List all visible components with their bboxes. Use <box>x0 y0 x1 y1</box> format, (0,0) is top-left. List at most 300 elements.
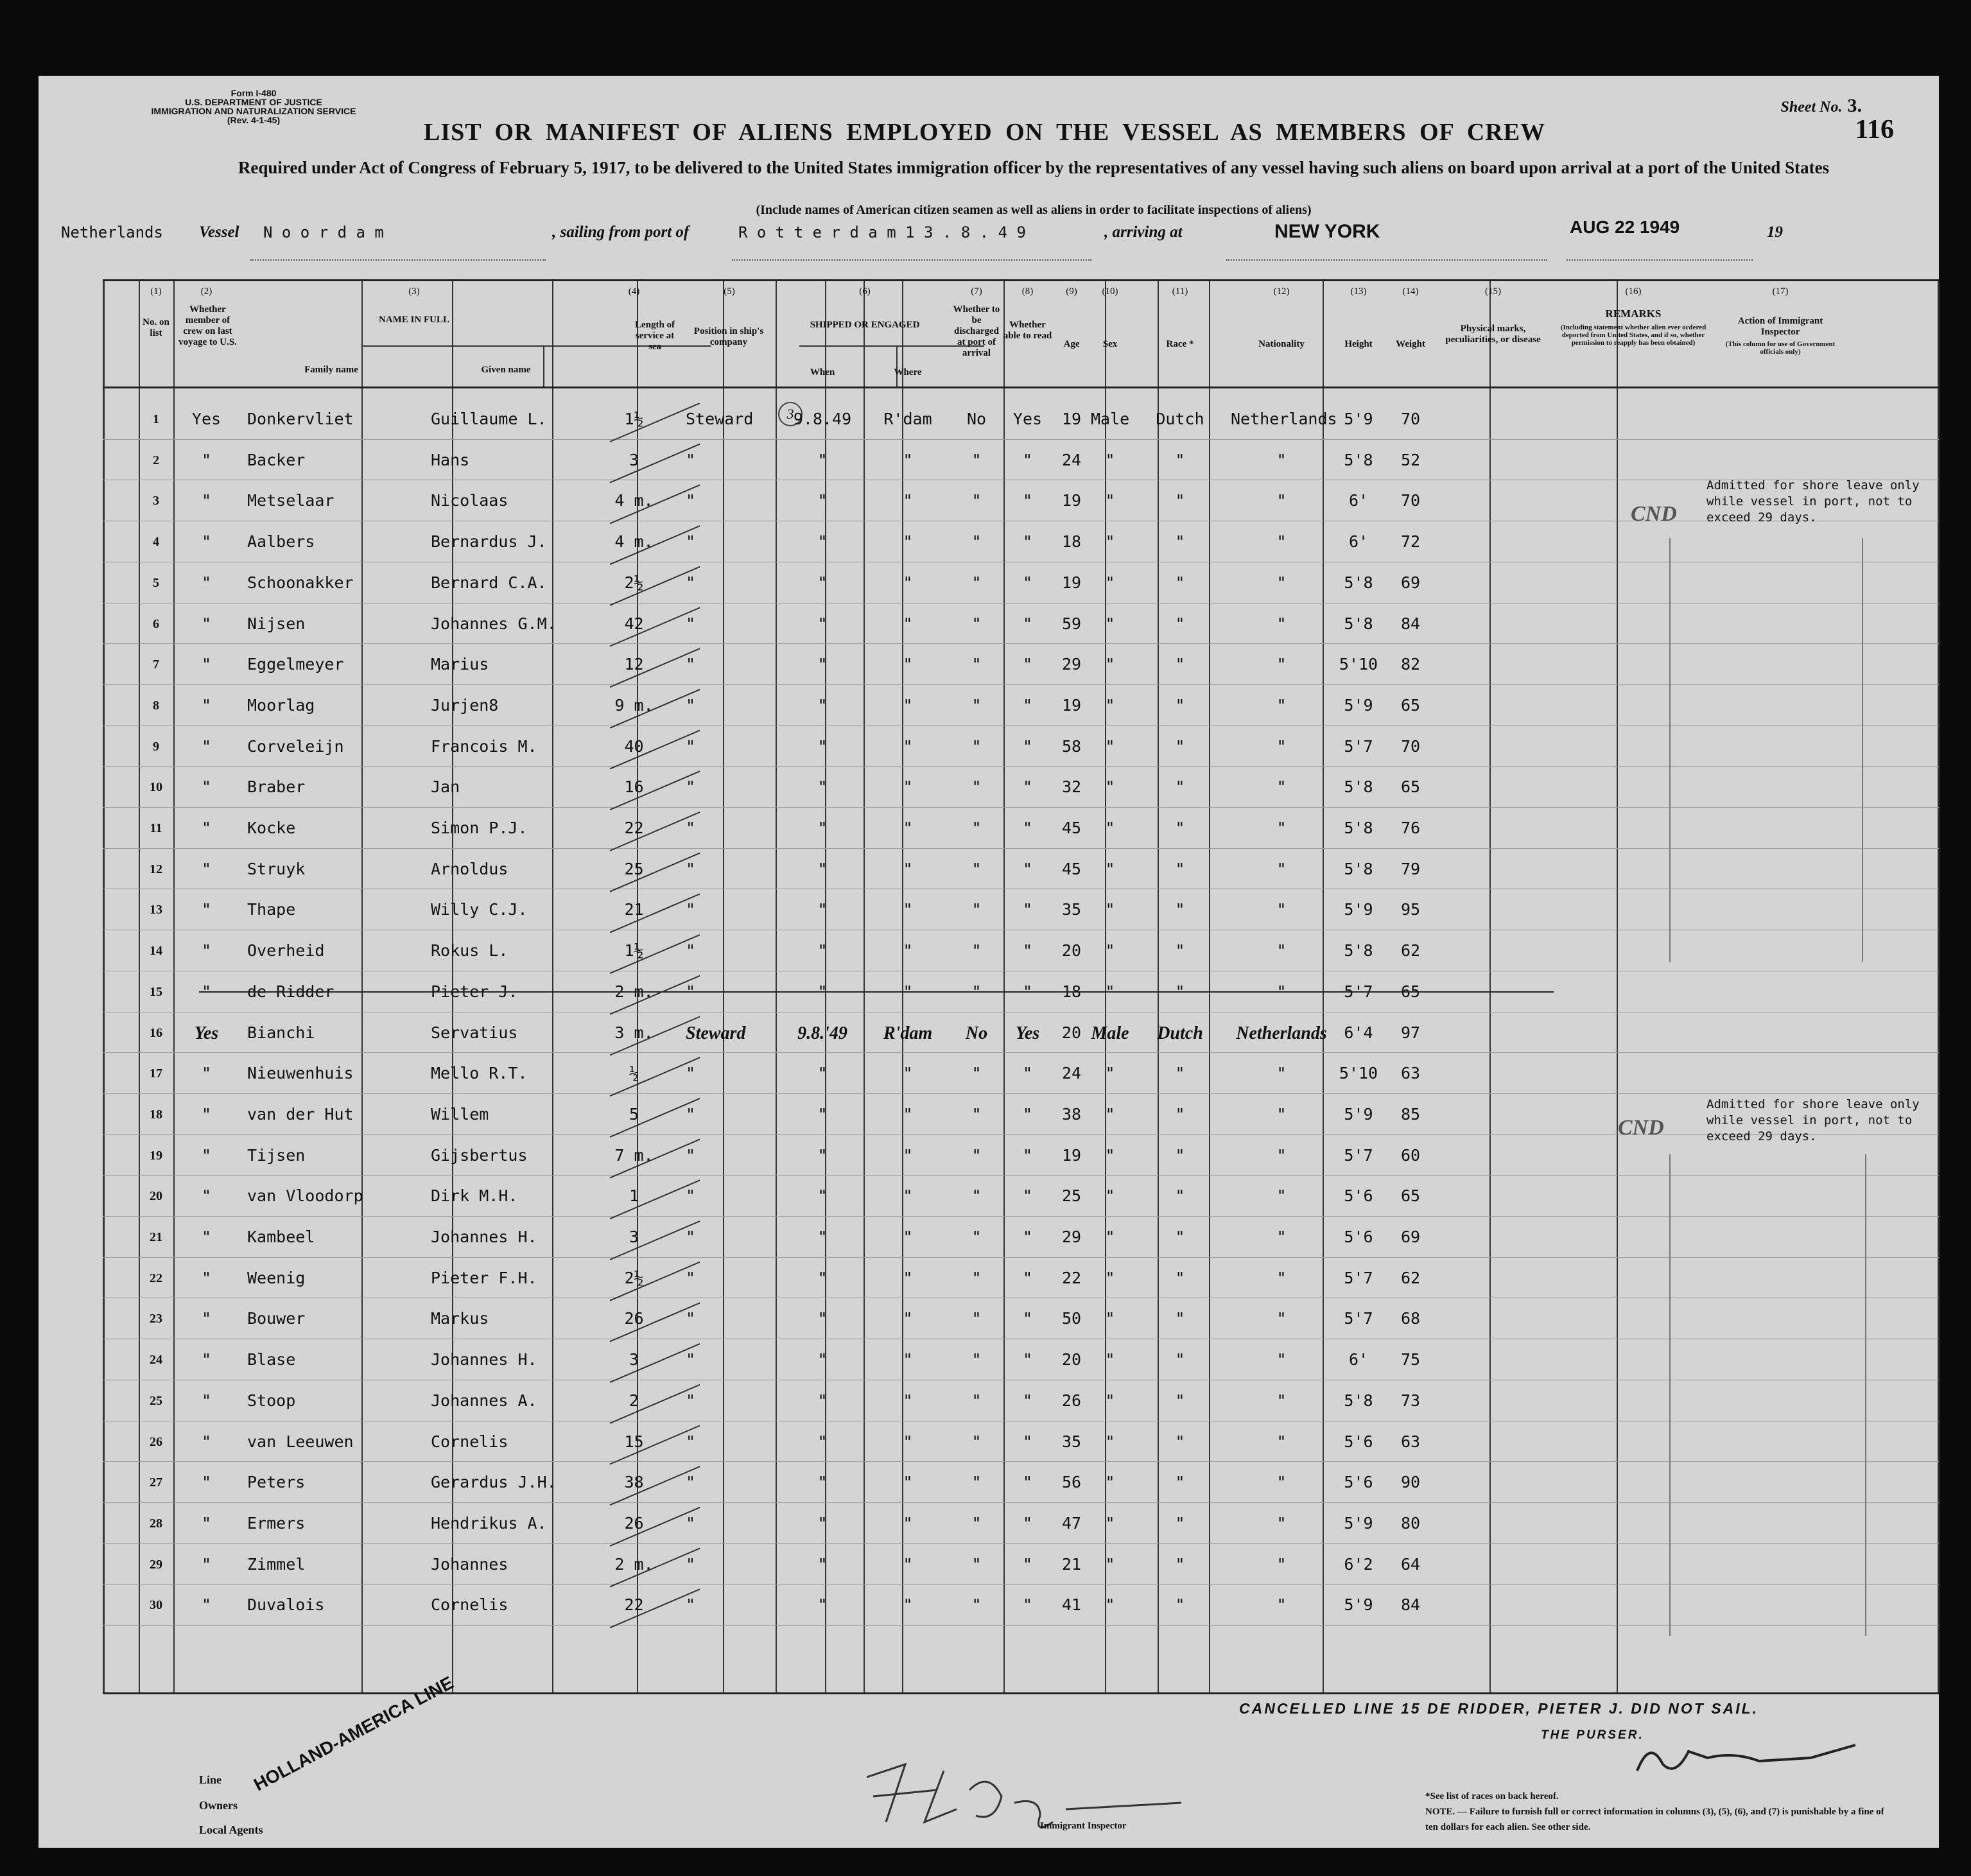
family-name: Duvalois <box>247 1595 325 1615</box>
weight: 65 <box>1400 982 1421 1001</box>
page-number: 116 <box>1855 115 1894 144</box>
column-header-where: Where <box>894 367 922 378</box>
shipped-when: " <box>817 1228 828 1246</box>
prev-voyage: " <box>201 1064 212 1083</box>
discharged: " <box>971 982 982 1001</box>
age: 35 <box>1061 1432 1082 1451</box>
position: " <box>686 819 696 837</box>
able-to-read: " <box>1022 491 1033 510</box>
prev-voyage: " <box>201 1145 212 1165</box>
height: 5'7 <box>1344 1268 1373 1287</box>
remark-stamp-top: Admitted for shore leave only while vessel in port, not to exceed 29 days. <box>1706 478 1920 525</box>
service-length: 5 <box>629 1104 639 1124</box>
vessel-name: N o o r d a m <box>263 223 384 241</box>
age: 50 <box>1061 1309 1082 1328</box>
table-row <box>103 1382 1939 1422</box>
position: " <box>686 1595 696 1615</box>
prev-voyage: " <box>201 859 212 878</box>
discharged: " <box>971 450 982 469</box>
height: 5'6 <box>1344 1228 1373 1246</box>
position: " <box>686 1513 696 1533</box>
prev-voyage: " <box>201 1513 212 1533</box>
column-number: (6) <box>859 286 871 297</box>
form-revision: (Rev. 4-1-45) <box>227 115 281 125</box>
race: " <box>1175 1104 1185 1124</box>
race: " <box>1175 941 1185 960</box>
shipped-when: " <box>817 655 828 674</box>
prev-voyage: " <box>201 1554 212 1574</box>
discharged: " <box>971 1595 982 1615</box>
row-number: 10 <box>150 780 162 795</box>
check-mark <box>610 1507 700 1546</box>
shipped-when: " <box>817 736 828 756</box>
column-number: (8) <box>1021 286 1034 297</box>
table-row <box>103 1055 1939 1095</box>
table-row <box>103 1137 1939 1177</box>
check-mark <box>610 894 700 932</box>
position: " <box>686 695 696 715</box>
race: " <box>1175 655 1185 674</box>
age: 18 <box>1061 982 1082 1001</box>
family-name: Kambeel <box>247 1228 315 1246</box>
weight: 62 <box>1400 1268 1421 1287</box>
nationality: " <box>1276 1432 1287 1451</box>
service-length: 42 <box>624 614 644 633</box>
shipped-when: " <box>817 1513 828 1533</box>
row-number: 30 <box>150 1598 162 1613</box>
weight: 70 <box>1400 491 1421 510</box>
position: " <box>686 1064 696 1083</box>
race: " <box>1175 982 1185 1001</box>
race: " <box>1175 532 1185 552</box>
age: 45 <box>1061 819 1082 837</box>
inspector-label: Immigrant Inspector <box>1040 1821 1127 1831</box>
height: 5'7 <box>1344 982 1373 1001</box>
given-name: Jurjen8 <box>431 695 499 715</box>
shipped-when: " <box>817 1064 828 1083</box>
able-to-read: " <box>1022 1186 1033 1206</box>
weight: 90 <box>1400 1473 1421 1492</box>
discharged: " <box>971 1064 982 1083</box>
nationality: " <box>1276 1064 1287 1083</box>
check-mark <box>610 1057 700 1096</box>
arrival-port: NEW YORK <box>1274 221 1380 242</box>
position: " <box>686 777 696 797</box>
table-row <box>103 1464 1939 1504</box>
family-name: Weenig <box>247 1268 306 1287</box>
position: " <box>686 900 696 919</box>
table-row <box>103 401 1939 440</box>
column-number: (3) <box>408 286 420 297</box>
nationality: " <box>1276 941 1287 960</box>
sex: " <box>1105 736 1115 756</box>
check-mark <box>610 1466 700 1505</box>
position: " <box>686 655 696 674</box>
row-number: 19 <box>150 1148 162 1163</box>
age: 29 <box>1061 1228 1082 1246</box>
family-name: Backer <box>247 450 306 469</box>
check-mark <box>610 567 700 605</box>
sheet-value: 3. <box>1847 95 1862 116</box>
table-row <box>103 1341 1939 1381</box>
able-to-read: " <box>1022 777 1033 797</box>
table-row <box>103 891 1939 931</box>
weight: 84 <box>1400 614 1421 633</box>
check-mark <box>610 485 700 523</box>
shipped-where: " <box>903 736 913 756</box>
service-length: 1½ <box>624 410 644 428</box>
row-number: 28 <box>150 1516 162 1531</box>
given-name: Simon P.J. <box>431 819 528 837</box>
circled-mark: 3 <box>778 402 803 426</box>
shipped-where: R'dam <box>883 1023 933 1043</box>
column-header-physical-marks: Physical marks, peculiarities, or disease <box>1445 324 1541 345</box>
discharged: " <box>971 695 982 715</box>
inspector-signature <box>847 1751 1207 1841</box>
shipped-where: R'dam <box>883 410 932 428</box>
weight: 85 <box>1400 1104 1421 1124</box>
discharged: " <box>971 1228 982 1246</box>
nationality: " <box>1276 450 1287 469</box>
service-length: 2 m. <box>614 982 654 1001</box>
given-name: Arnoldus <box>431 859 508 878</box>
prev-voyage: " <box>201 819 212 837</box>
table-row <box>103 973 1939 1013</box>
given-name: Cornelis <box>431 1432 508 1451</box>
column-header-family-name: Family name <box>304 365 358 375</box>
height: 5'9 <box>1344 900 1373 919</box>
given-name: Johannes G.M. <box>431 614 557 633</box>
family-name: Bianchi <box>247 1023 315 1042</box>
height: 6'4 <box>1344 1023 1373 1042</box>
prev-voyage: Yes <box>194 1023 219 1043</box>
column-header-name: NAME IN FULL <box>378 315 449 325</box>
column-number: (15) <box>1485 286 1501 297</box>
row-number: 22 <box>150 1271 162 1285</box>
given-name: Nicolaas <box>431 491 508 510</box>
column-header-height: Height <box>1344 339 1373 349</box>
height: 5'9 <box>1344 1104 1373 1124</box>
check-mark <box>610 1180 700 1219</box>
prev-voyage: " <box>201 777 212 797</box>
row-number: 6 <box>153 616 159 631</box>
shipped-when: " <box>817 491 828 510</box>
given-name: Johannes A. <box>431 1391 537 1410</box>
prev-voyage: " <box>201 1268 212 1287</box>
check-mark <box>610 608 700 647</box>
sheet-number <box>1781 95 1862 117</box>
service-length: 3 m. <box>614 1023 654 1042</box>
remark-stamp-bottom: Admitted for shore leave only while vessel in port, not to exceed 29 days. <box>1706 1097 1920 1143</box>
sex: " <box>1105 1104 1115 1124</box>
nationality: " <box>1276 1186 1287 1206</box>
check-mark <box>610 1426 700 1464</box>
given-name: Pieter F.H. <box>431 1268 537 1287</box>
race: " <box>1175 1186 1185 1206</box>
shipped-where: " <box>903 655 913 674</box>
weight: 70 <box>1400 410 1421 428</box>
sex: " <box>1105 1064 1115 1083</box>
discharged: " <box>971 1309 982 1328</box>
position: " <box>686 1473 696 1492</box>
owners-label: Owners <box>199 1799 238 1812</box>
age: 45 <box>1061 859 1082 878</box>
height: 6' <box>1348 491 1369 510</box>
height: 5'8 <box>1344 450 1373 469</box>
sex: " <box>1105 982 1115 1001</box>
given-name: Johannes H. <box>431 1350 537 1369</box>
race: " <box>1175 614 1185 633</box>
family-name: Metselaar <box>247 491 334 510</box>
race: " <box>1175 859 1185 878</box>
prev-voyage: " <box>201 450 212 469</box>
shipped-where: " <box>903 1228 913 1246</box>
nationality: " <box>1276 819 1287 837</box>
check-mark <box>610 1589 700 1628</box>
service-length: 21 <box>624 900 644 919</box>
able-to-read: " <box>1022 900 1033 919</box>
able-to-read: " <box>1022 1432 1033 1451</box>
column-number: (11) <box>1172 286 1188 297</box>
shipped-where: " <box>903 1513 913 1533</box>
column-header-sex: Sex <box>1102 339 1118 349</box>
shipped-when: " <box>817 982 828 1001</box>
service-length: 2 m. <box>614 1554 654 1574</box>
check-mark <box>610 1549 700 1587</box>
note-label: NOTE. <box>1425 1807 1455 1817</box>
prev-voyage: " <box>201 1309 212 1328</box>
manifest-page <box>39 76 1939 1848</box>
table-row <box>103 1505 1939 1545</box>
family-name: Struyk <box>247 859 306 878</box>
given-name: Mello R.T. <box>431 1064 528 1083</box>
discharged: " <box>971 1350 982 1369</box>
pencil-mark <box>1865 1154 1866 1636</box>
row-number: 11 <box>150 821 162 835</box>
prev-voyage: " <box>201 573 212 592</box>
sex: Male <box>1091 1023 1129 1043</box>
sex: " <box>1105 695 1115 715</box>
family-name: Aalbers <box>247 532 315 552</box>
table-row <box>103 1260 1939 1299</box>
family-name: Schoonakker <box>247 573 354 592</box>
service-length: 26 <box>624 1513 644 1533</box>
row-number: 24 <box>150 1353 162 1368</box>
column-number: (1) <box>150 286 162 297</box>
race: Dutch <box>1156 410 1204 428</box>
given-name: Johannes H. <box>431 1228 537 1246</box>
row-number: 26 <box>150 1434 162 1449</box>
sex: " <box>1105 1268 1115 1287</box>
position: " <box>686 1268 696 1287</box>
shipped-when: " <box>817 819 828 837</box>
nationality: " <box>1276 655 1287 674</box>
weight: 70 <box>1400 736 1421 756</box>
shipped-split-line <box>896 345 898 386</box>
check-mark <box>610 771 700 810</box>
prev-voyage: " <box>201 900 212 919</box>
position: " <box>686 450 696 469</box>
service-length: 2½ <box>624 573 644 592</box>
vessel-label: Vessel <box>199 223 239 241</box>
age: 24 <box>1061 450 1082 469</box>
position: " <box>686 1228 696 1246</box>
sex: " <box>1105 941 1115 960</box>
underline <box>1567 259 1753 261</box>
position: " <box>686 1104 696 1124</box>
weight: 95 <box>1400 900 1421 919</box>
position: " <box>686 1309 696 1328</box>
weight: 69 <box>1400 1228 1421 1246</box>
able-to-read: " <box>1022 573 1033 592</box>
sex: " <box>1105 859 1115 878</box>
check-mark <box>610 731 700 769</box>
given-name: Marius <box>431 655 489 674</box>
given-name: Willy C.J. <box>431 900 528 919</box>
race: " <box>1175 900 1185 919</box>
height: 5'8 <box>1344 859 1373 878</box>
column-header-discharged: Whether to be discharged at port of arrival <box>953 304 1000 358</box>
service-length: 25 <box>624 859 644 878</box>
discharged: " <box>971 941 982 960</box>
able-to-read: " <box>1022 1064 1033 1083</box>
row-number: 25 <box>150 1393 162 1408</box>
check-mark <box>610 1140 700 1178</box>
family-name: Peters <box>247 1473 306 1492</box>
sex: " <box>1105 655 1115 674</box>
check-mark <box>610 1221 700 1260</box>
prev-voyage: " <box>201 614 212 633</box>
nationality: " <box>1276 491 1287 510</box>
weight: 63 <box>1400 1064 1421 1083</box>
shipped-where: " <box>903 859 913 878</box>
underline <box>732 259 1091 261</box>
race: " <box>1175 450 1185 469</box>
given-name: Johannes <box>431 1554 508 1574</box>
service-length: 22 <box>624 1595 644 1615</box>
age: 19 <box>1061 491 1082 510</box>
prev-voyage: " <box>201 655 212 674</box>
weight: 76 <box>1400 819 1421 837</box>
position: " <box>686 859 696 878</box>
purser-label: THE PURSER. <box>1541 1728 1644 1742</box>
shipped-when: " <box>817 1432 828 1451</box>
prev-voyage: " <box>201 1350 212 1369</box>
discharged: " <box>971 819 982 837</box>
column-number: (12) <box>1273 286 1290 297</box>
check-mark <box>610 812 700 851</box>
given-name: Francois M. <box>431 736 537 756</box>
table-row <box>103 1423 1939 1463</box>
discharged: " <box>971 614 982 633</box>
given-name: Cornelis <box>431 1595 508 1615</box>
weight: 97 <box>1400 1023 1421 1042</box>
position: " <box>686 736 696 756</box>
service-length: 16 <box>624 777 644 797</box>
service-length: 3 <box>629 1228 639 1246</box>
weight: 65 <box>1400 777 1421 797</box>
check-mark <box>610 1262 700 1301</box>
family-name: Eggelmeyer <box>247 655 344 674</box>
age: 47 <box>1061 1513 1082 1533</box>
position: " <box>686 614 696 633</box>
sheet-label: Sheet No. <box>1780 99 1843 116</box>
given-name: Rokus L. <box>431 941 508 960</box>
race: " <box>1175 695 1185 715</box>
departure-port: R o t t e r d a m 1 3 . 8 . 4 9 <box>738 223 1026 241</box>
row-number: 2 <box>153 453 159 467</box>
family-name: Blase <box>247 1350 296 1369</box>
table-row <box>103 523 1939 563</box>
service-length: 3 <box>629 450 639 469</box>
strike-through-line <box>199 991 1554 993</box>
service-name: IMMIGRATION AND NATURALIZATION SERVICE <box>151 106 356 116</box>
service-length: 4 m. <box>614 532 654 552</box>
height: 6' <box>1348 1350 1369 1369</box>
age: 20 <box>1061 941 1082 960</box>
service-length: 2 <box>629 1391 639 1410</box>
prev-voyage: " <box>201 1473 212 1492</box>
check-mark <box>610 1099 700 1137</box>
age: 56 <box>1061 1473 1082 1492</box>
given-name: Dirk M.H. <box>431 1186 518 1206</box>
weight: 72 <box>1400 532 1421 552</box>
height: 5'8 <box>1344 941 1373 960</box>
sex: " <box>1105 777 1115 797</box>
remarks-note: (Including statement whether alien ever ordered deported from United States, and if so, whether permission to reapply has been obtained) <box>1560 324 1706 347</box>
shipped-where: " <box>903 1391 913 1410</box>
position: Steward <box>686 1023 746 1043</box>
check-mark <box>610 1303 700 1341</box>
discharged: No <box>966 410 987 428</box>
prev-voyage: " <box>201 1432 212 1451</box>
family-name: Zimmel <box>247 1554 306 1574</box>
sex: Male <box>1091 410 1130 428</box>
service-length: 7 m. <box>614 1145 654 1165</box>
shipped-where: " <box>903 1104 913 1124</box>
holland-america-stamp: HOLLAND-AMERICA LINE <box>250 1672 457 1795</box>
family-name: Tijsen <box>247 1145 306 1165</box>
able-to-read: " <box>1022 1391 1033 1410</box>
service-length: 22 <box>624 819 644 837</box>
age: 26 <box>1061 1391 1082 1410</box>
include-note: (Include names of American citizen seamen as well as aliens in order to facilitate inspections of aliens) <box>756 203 1312 217</box>
table-row <box>103 728 1939 768</box>
column-header-given-name: Given name <box>481 365 531 375</box>
height: 5'10 <box>1339 1064 1378 1083</box>
column-header-nationality: Nationality <box>1258 339 1305 349</box>
sex: " <box>1105 1432 1115 1451</box>
family-name: Braber <box>247 777 306 797</box>
sex: " <box>1105 491 1115 510</box>
inspector-note: (This column for use of Government officials only) <box>1725 340 1836 356</box>
column-number: (13) <box>1350 286 1367 297</box>
given-name: Pieter J. <box>431 982 518 1001</box>
discharged: " <box>971 1473 982 1492</box>
shipped-where: " <box>903 900 913 919</box>
sex: " <box>1105 450 1115 469</box>
row-number: 5 <box>153 575 159 590</box>
shipped-where: " <box>903 1268 913 1287</box>
weight: 64 <box>1400 1554 1421 1574</box>
nationality: " <box>1276 1554 1287 1574</box>
nationality: " <box>1276 1309 1287 1328</box>
service-length: 26 <box>624 1309 644 1328</box>
nationality: " <box>1276 1473 1287 1492</box>
race: " <box>1175 1432 1185 1451</box>
discharged: " <box>971 900 982 919</box>
underline <box>1226 259 1547 261</box>
